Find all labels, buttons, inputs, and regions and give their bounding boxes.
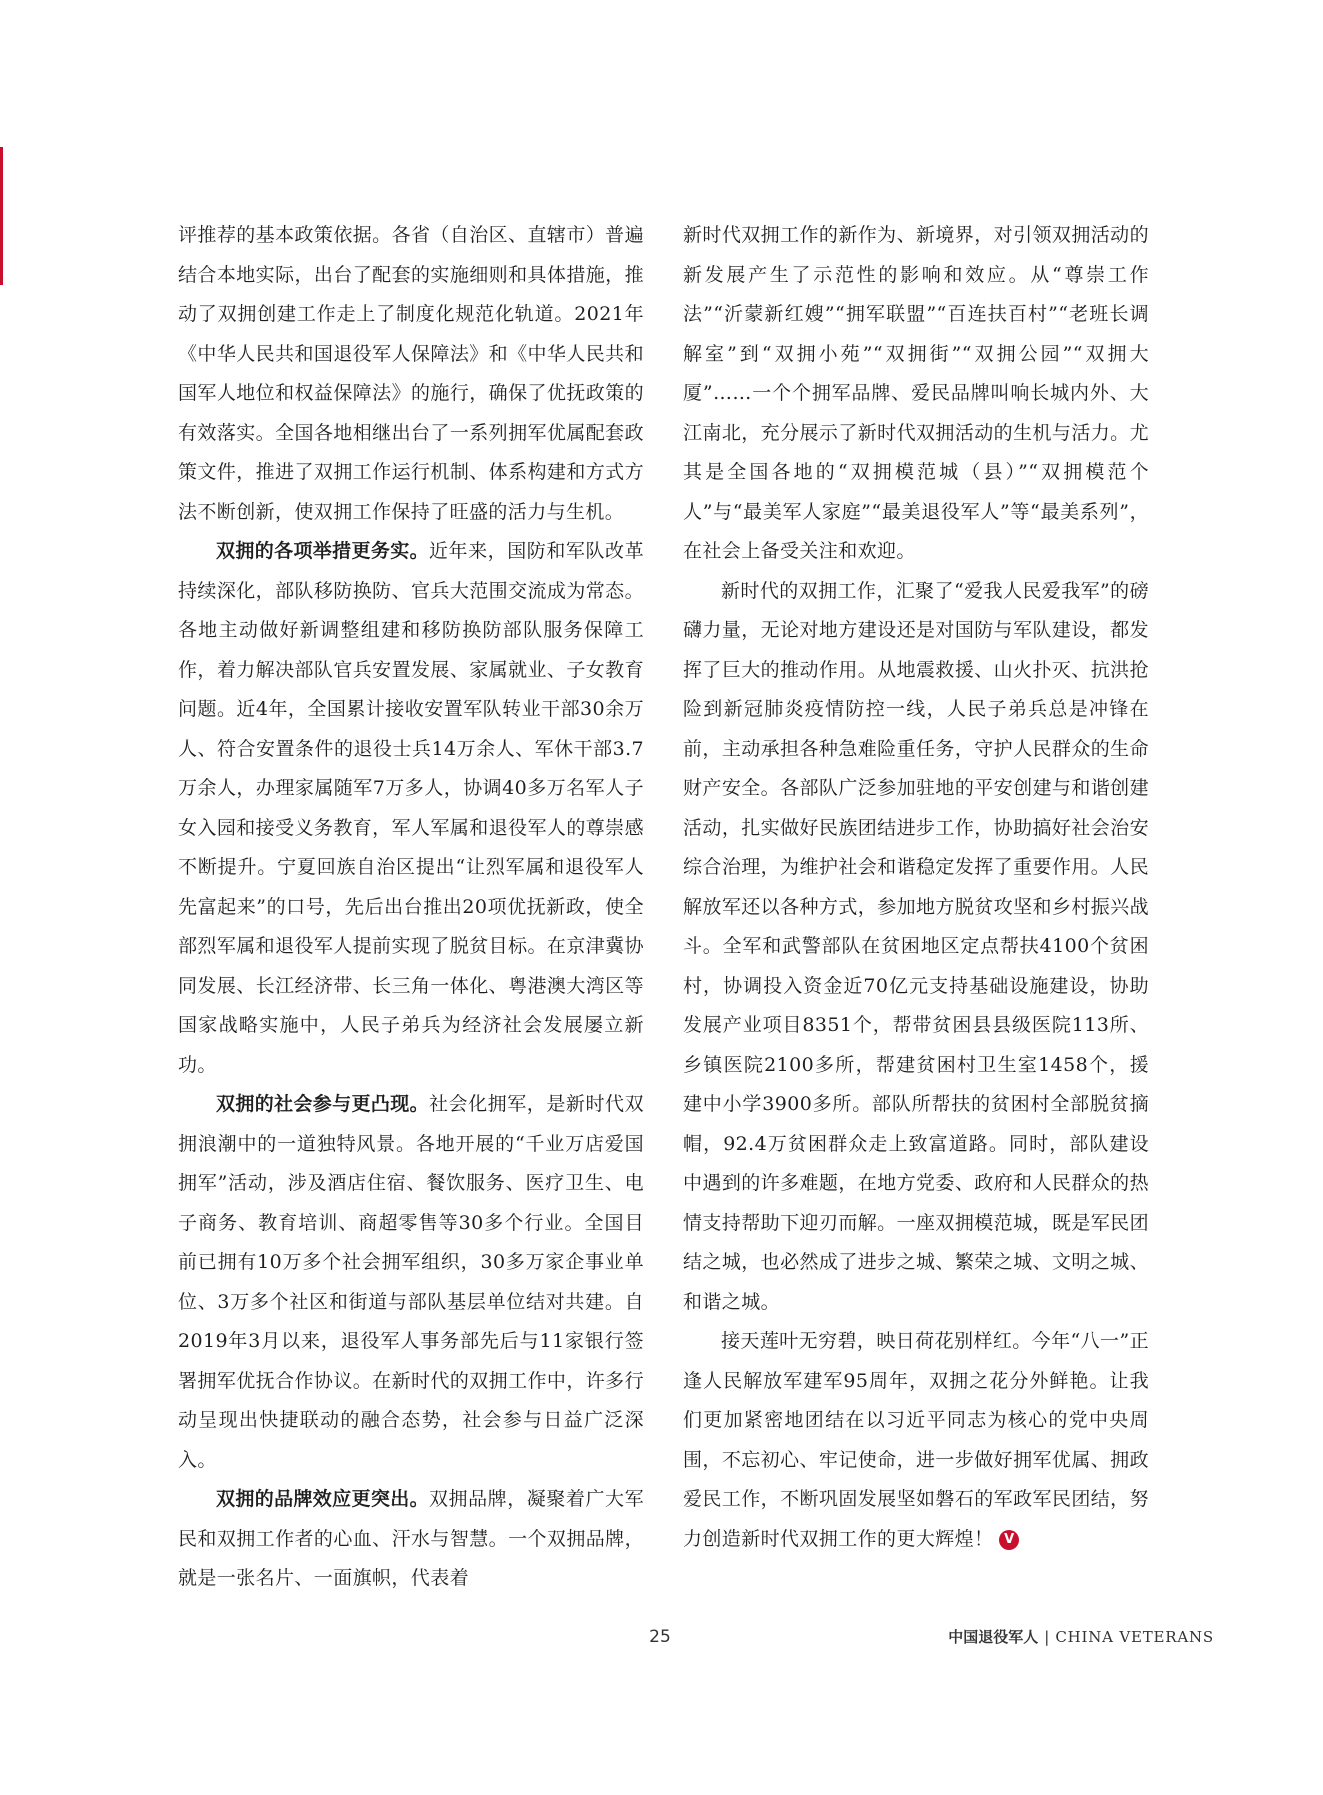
paragraph: 新时代双拥工作的新作为、新境界，对引领双拥活动的新发展产生了示范性的影响和效应。从“尊崇工作法”“沂蒙新红嫂”“拥军联盟”“百连扶百村”“老班长调解室”到“双拥小苑”“双拥街”“双拥公园”“双拥大厦”……一个个拥军品牌、爱民品牌叫响长城内外、大江南北，充分展示了新时代双拥活动的生机与活力。尤其是全国各地的“双拥模范城（县）”“双拥模范个人”与“最美军人家庭”“最美退役军人”等“最美系列”，在社会上备受关注和欢迎。	[683, 224, 1149, 562]
section-lead: 双拥的品牌效应更突出。	[216, 1488, 429, 1510]
magazine-title-en: CHINA VETERANS	[1055, 1628, 1214, 1646]
paragraph: 评推荐的基本政策依据。各省（自治区、直辖市）普遍结合本地实际，出台了配套的实施细则和具体措施，推动了双拥创建工作走上了制度化规范化轨道。2021年《中华人民共和国退役军人保障法》和《中华人民共和国军人地位和权益保障法》的施行，确保了优抚政策的有效落实。全国各地相继出台了一系列拥军优属配套政策文件，推进了双拥工作运行机制、体系构建和方式方法不断创新，使双拥工作保持了旺盛的活力与生机。	[178, 224, 644, 523]
section-lead: 双拥的各项举措更务实。	[216, 540, 429, 562]
paragraph: 新时代的双拥工作，汇聚了“爱我人民爱我军”的磅礴力量，无论对地方建设还是对国防与军队建设，都发挥了巨大的推动作用。从地震救援、山火扑灭、抗洪抢险到新冠肺炎疫情防控一线，人民子弟兵总是冲锋在前，主动承担各种急难险重任务，守护人民群众的生命财产安全。各部队广泛参加驻地的平安创建与和谐创建活动，扎实做好民族团结进步工作，协助搞好社会治安综合治理，为维护社会和谐稳定发挥了重要作用。人民解放军还以各种方式，参加地方脱贫攻坚和乡村振兴战斗。全军和武警部队在贫困地区定点帮扶4100个贫困村，协调投入资金近70亿元支持基础设施建设，协助发展产业项目8351个，帮带贫困县县级医院113所、乡镇医院2100多所，帮建贫困村卫生室1458个，援建中小学3900多所。部队所帮扶的贫困村全部脱贫摘帽，92.4万贫困群众走上致富道路。同时，部队建设中遇到的许多难题，在地方党委、政府和人民群众的热情支持帮助下迎刃而解。一座双拥模范城，既是军民团结之城，也必然成了进步之城、繁荣之城、文明之城、和谐之城。	[683, 579, 1149, 1313]
edge-accent-bar	[0, 147, 3, 285]
paragraph-body: 社会化拥军，是新时代双拥浪潮中的一道独特风景。各地开展的“千业万店爱国拥军”活动，涉及酒店住宿、餐饮服务、医疗卫生、电子商务、教育培训、商超零售等30多个行业。全国目前已拥有10万多个社会拥军组织，30多万家企事业单位、3万多个社区和街道与部队基层单位结对共建。自2019年3月以来，退役军人事务部先后与11家银行签署拥军优抚合作协议。在新时代的双拥工作中，许多行动呈现出快捷联动的融合态势，社会参与日益广泛深入。	[178, 1093, 644, 1471]
paragraph	[178, 1480, 644, 1599]
paragraph-body: 近年来，国防和军队改革持续深化，部队移防换防、官兵大范围交流成为常态。各地主动做好新调整组建和移防换防部队服务保障工作，着力解决部队官兵安置发展、家属就业、子女教育问题。近4年，全国累计接收安置军队转业干部30余万人、符合安置条件的退役士兵14万余人、军休干部3.7万余人，办理家属随军7万多人，协调40多万名军人子女入园和接受义务教育，军人军属和退役军人的尊崇感不断提升。宁夏回族自治区提出“让烈军属和退役军人先富起来”的口号，先后出台推出20项优抚新政，使全部烈军属和退役军人提前实现了脱贫目标。在京津冀协同发展、长江经济带、长三角一体化、粤港澳大湾区等国家战略实施中，人民子弟兵为经济社会发展屡立新功。	[178, 540, 644, 1076]
magazine-title-cn: 中国退役军人	[948, 1628, 1039, 1646]
right-column	[683, 216, 1149, 1559]
paragraph-body: 接天莲叶无穷碧，映日荷花别样红。今年“八一”正逢人民解放军建军95周年，双拥之花分外鲜艳。让我们更加紧密地团结在以习近平同志为核心的党中央周围，不忘初心、牢记使命，进一步做好拥军优属、拥政爱民工作，不断巩固发展坚如磐石的军政军民团结，努力创造新时代双拥工作的更大辉煌！	[683, 1330, 1149, 1550]
magazine-masthead	[948, 1626, 1214, 1647]
left-column	[178, 216, 644, 1599]
section-lead: 双拥的社会参与更凸现。	[216, 1093, 429, 1115]
paragraph	[178, 1085, 644, 1480]
paragraph-body: 双拥品牌，凝聚着广大军民和双拥工作者的心血、汗水与智慧。一个双拥品牌，就是一张名片、一面旗帜，代表着	[178, 1488, 644, 1589]
masthead-separator: |	[1044, 1628, 1050, 1646]
paragraph	[683, 1322, 1149, 1559]
end-mark-icon: V	[999, 1530, 1019, 1550]
paragraph	[178, 532, 644, 1085]
page-number: 25	[649, 1627, 671, 1647]
